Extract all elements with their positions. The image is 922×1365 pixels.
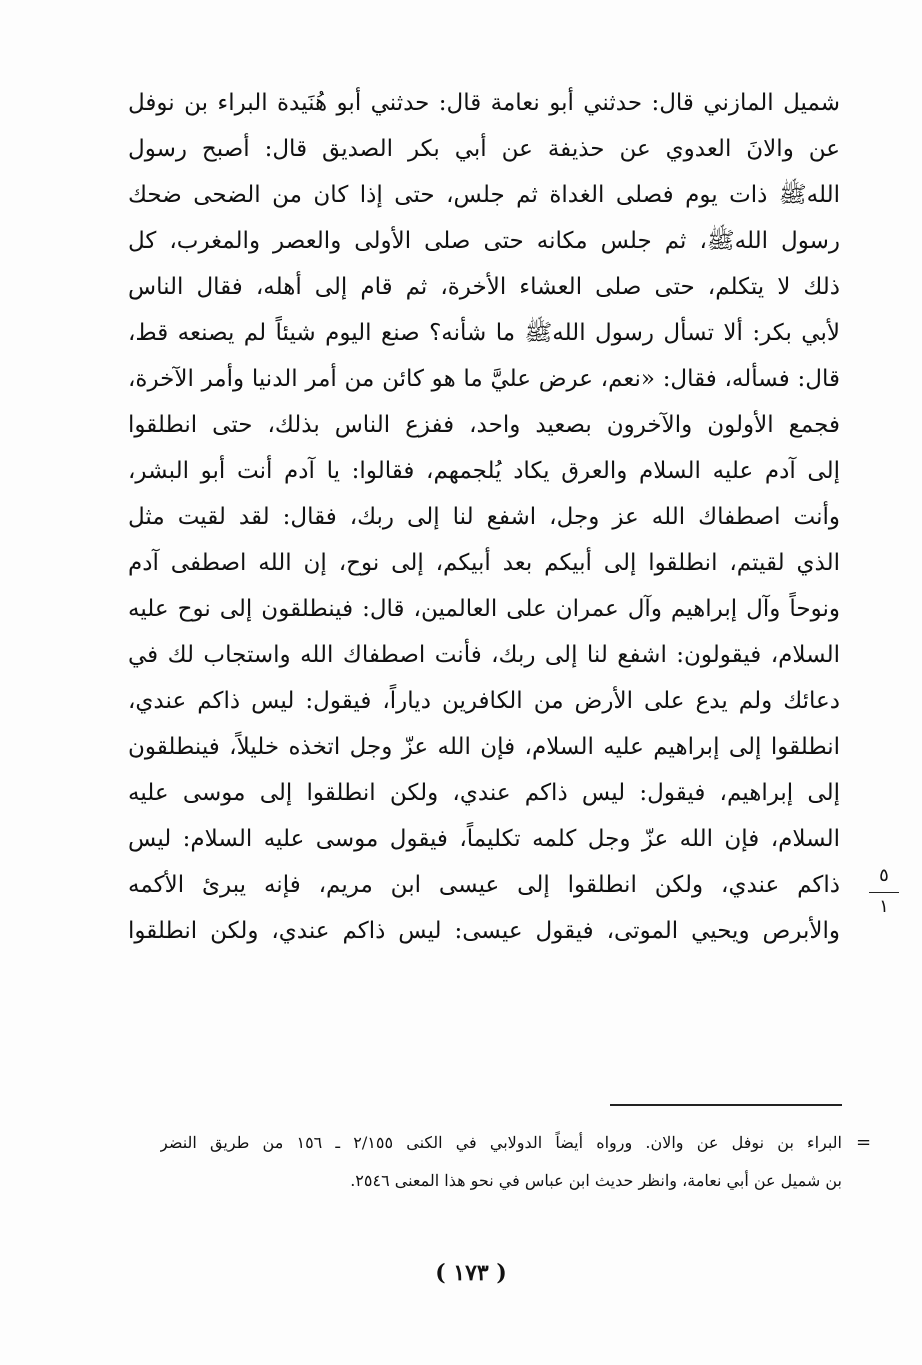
text-line: دعائك ولم يدع على الأرض من الكافرين دياراً، فيقول: ليس ذاكم عندي، (128, 688, 840, 714)
text-line: قال: فسأله، فقال: «نعم، عرض عليَّ ما هو كائن من أمر الدنيا وأمر الآخرة، (128, 366, 840, 392)
footnote-line: البراء بن نوفل عن والان. ورواه أيضاً الدولابي في الكنى ٢/١٥٥ ـ ١٥٦ من طريق النضر (160, 1133, 842, 1152)
text-line: اللهﷺ ذات يوم فصلى الغداة ثم جلس، حتى إذا كان من الضحى ضحك (128, 182, 840, 208)
margin-reference (864, 866, 904, 919)
text-line: إلى آدم عليه السلام والعرق يكاد يُلجمهم، فقالوا: يا آدم أنت أبو البشر، (128, 458, 840, 484)
text-line: فجمع الأولون والآخرون بصعيد واحد، ففزع الناس بذلك، حتى انطلقوا (128, 412, 840, 438)
text-line: عن والانَ العدوي عن حذيفة عن أبي بكر الصديق قال: أصبح رسول (128, 136, 840, 162)
text-line: رسول اللهﷺ، ثم جلس مكانه حتى صلى الأولى والعصر والمغرب، كل (128, 228, 840, 254)
footnote-separator (610, 1104, 842, 1106)
footnote-line: بن شميل عن أبي نعامة، وانظر حديث ابن عباس في نحو هذا المعنى ٢٥٤٦. (350, 1171, 842, 1190)
text-line: والأبرص ويحيي الموتى، فيقول عيسى: ليس ذاكم عندي، ولكن انطلقوا (128, 918, 840, 944)
footnotes (160, 1124, 842, 1200)
text-line: وأنت اصطفاك الله عز وجل، اشفع لنا إلى ربك، فقال: لقد لقيت مثل (128, 504, 840, 530)
margin-reference-divider (869, 892, 899, 893)
text-line: إلى إبراهيم، فيقول: ليس ذاكم عندي، ولكن انطلقوا إلى موسى عليه (128, 780, 840, 806)
text-line: ذاكم عندي، ولكن انطلقوا إلى عيسى ابن مريم، فإنه يبرئ الأكمه (128, 872, 840, 898)
text-line: السلام، فيقولون: اشفع لنا إلى ربك، فأنت اصطفاك الله واستجاب لك في (128, 642, 840, 668)
margin-reference-bottom: ١ (879, 896, 889, 917)
text-line: السلام، فإن الله عزّ وجل كلمه تكليماً، فيقول موسى عليه السلام: ليس (128, 826, 840, 852)
page-number: ( ١٧٣ ) (435, 1260, 507, 1286)
text-line: لأبي بكر: ألا تسأل رسول اللهﷺ ما شأنه؟ صنع اليوم شيئاً لم يصنعه قط، (128, 320, 840, 346)
margin-reference-top: ٥ (879, 865, 889, 886)
text-line: انطلقوا إلى إبراهيم عليه السلام، فإن الله عزّ وجل اتخذه خليلاً، فينطلقون (128, 734, 840, 760)
text-line: ونوحاً وآل إبراهيم وآل عمران على العالمين، قال: فينطلقون إلى نوح عليه (128, 596, 840, 622)
text-line: شميل المازني قال: حدثني أبو نعامة قال: حدثني أبو هُنَيدة البراء بن نوفل (128, 90, 840, 116)
text-line: الذي لقيتم، انطلقوا إلى أبيكم بعد أبيكم، إلى نوح، إن الله اصطفى آدم (128, 550, 840, 576)
text-line: ذلك لا يتكلم، حتى صلى العشاء الأخرة، ثم قام إلى أهله، فقال الناس (128, 274, 840, 300)
main-text (128, 80, 840, 954)
footnote-continuation-marker: = (856, 1132, 872, 1153)
